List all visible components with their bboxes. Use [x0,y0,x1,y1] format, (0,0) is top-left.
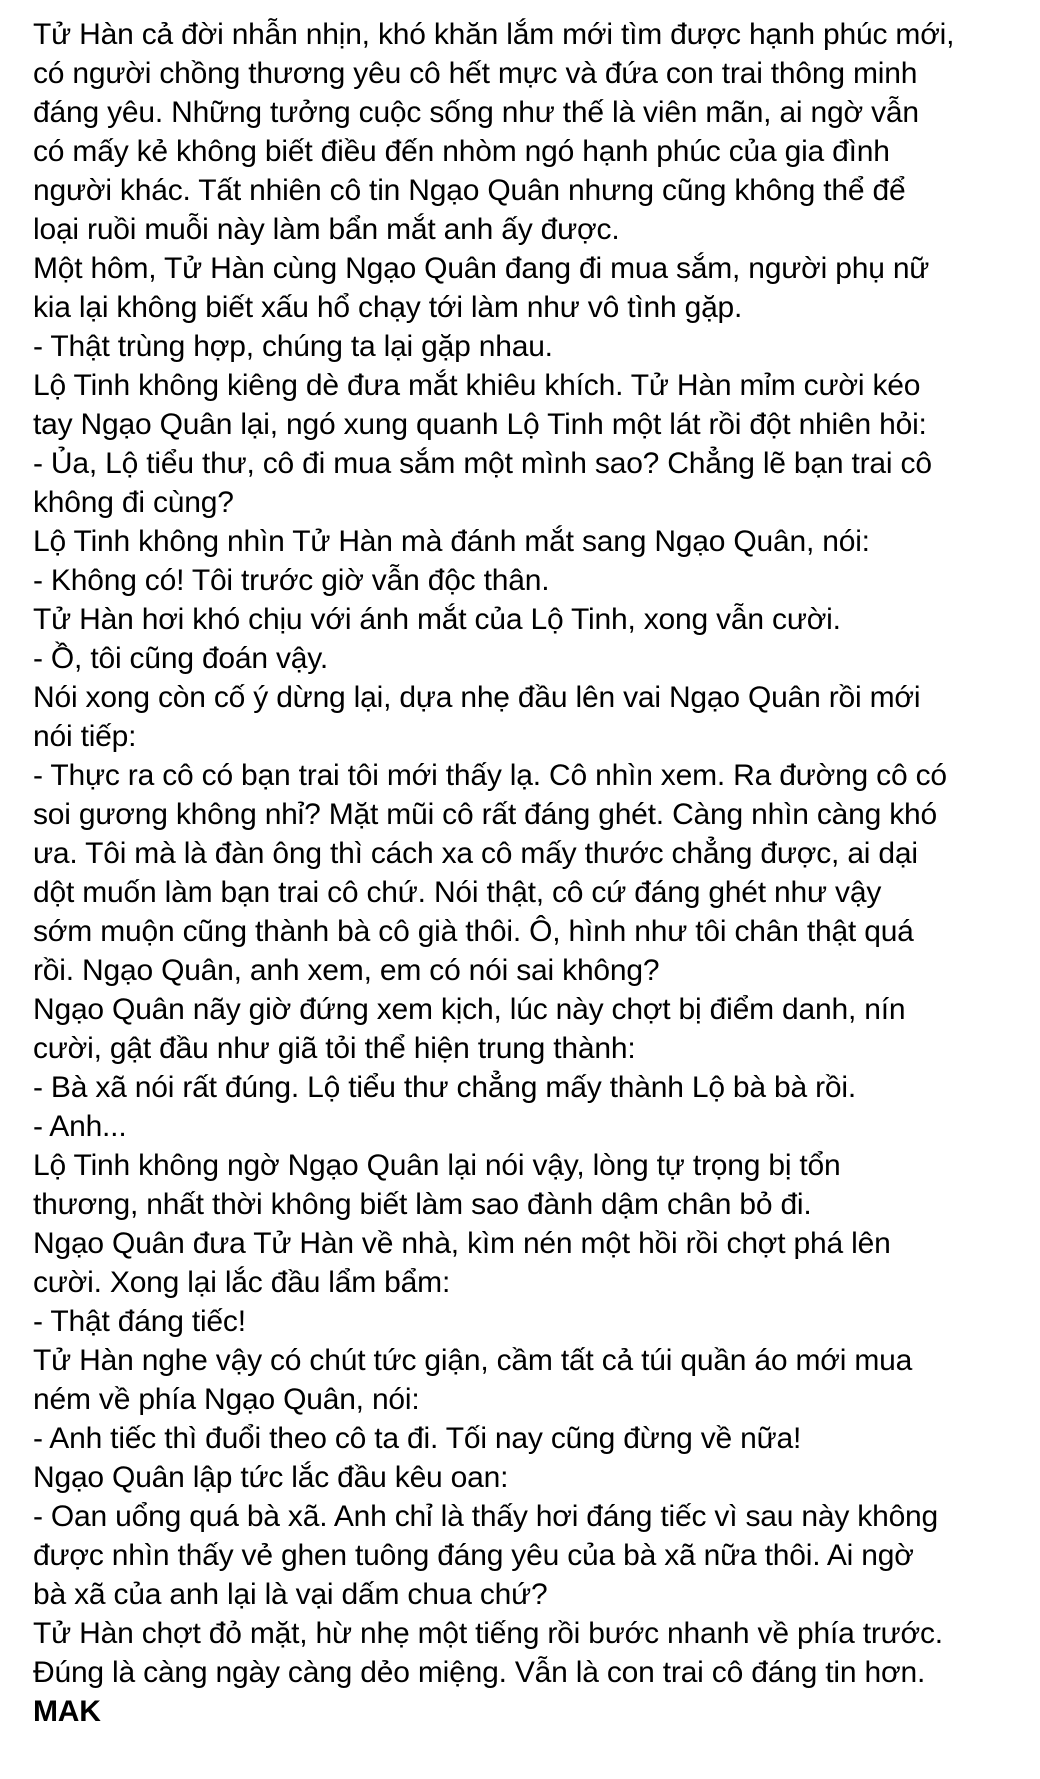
author-signature: MAK [33,1695,101,1728]
text-line: không đi cùng? [33,486,234,519]
text-line: cười. Xong lại lắc đầu lẩm bẩm: [33,1266,451,1299]
text-line: Lộ Tinh không nhìn Tử Hàn mà đánh mắt sang Ngạo Quân, nói: [33,525,870,558]
text-line: Ngạo Quân lập tức lắc đầu kêu oan: [33,1461,509,1494]
text-line: - Thật đáng tiếc! [33,1305,246,1338]
text-line: được nhìn thấy vẻ ghen tuông đáng yêu của bà xã nữa thôi. Ai ngờ [33,1539,914,1572]
text-line: có mấy kẻ không biết điều đến nhòm ngó hạnh phúc của gia đình [33,135,890,168]
story-paragraph [33,1341,1038,1419]
text-line: soi gương không nhỉ? Mặt mũi cô rất đáng ghét. Càng nhìn càng khó [33,798,938,831]
story-paragraph [33,1458,1038,1497]
text-line: đáng yêu. Những tưởng cuộc sống như thế là viên mãn, ai ngờ vẫn [33,96,919,129]
text-line: Một hôm, Tử Hàn cùng Ngạo Quân đang đi mua sắm, người phụ nữ [33,252,930,285]
story-paragraph [33,1614,1038,1692]
text-line: người khác. Tất nhiên cô tin Ngạo Quân nhưng cũng không thể để [33,174,906,207]
text-line: Ngạo Quân nãy giờ đứng xem kịch, lúc này chợt bị điểm danh, nín [33,993,906,1026]
story-paragraph [33,639,1038,678]
story-paragraph [33,444,1038,522]
text-line: dột muốn làm bạn trai cô chứ. Nói thật, cô cứ đáng ghét như vậy [33,876,882,909]
text-line: Tử Hàn cả đời nhẫn nhịn, khó khăn lắm mới tìm được hạnh phúc mới, [33,18,955,51]
text-line: Tử Hàn hơi khó chịu với ánh mắt của Lộ Tinh, xong vẫn cười. [33,603,841,636]
story-paragraph [33,600,1038,639]
story-paragraph [33,1692,1038,1731]
story-paragraph [33,1302,1038,1341]
story-paragraph [33,1419,1038,1458]
text-line: cười, gật đầu như giã tỏi thể hiện trung thành: [33,1032,636,1065]
story-paragraph [33,1497,1038,1614]
story-paragraph [33,678,1038,756]
text-line: ném về phía Ngạo Quân, nói: [33,1383,420,1416]
text-line: có người chồng thương yêu cô hết mực và đứa con trai thông minh [33,57,918,90]
story-paragraph [33,1224,1038,1302]
text-line: loại ruồi muỗi này làm bẩn mắt anh ấy được. [33,213,620,246]
text-line: Nói xong còn cố ý dừng lại, dựa nhẹ đầu lên vai Ngạo Quân rồi mới [33,681,921,714]
text-line: ưa. Tôi mà là đàn ông thì cách xa cô mấy thước chẳng được, ai dại [33,837,918,870]
story-text [33,15,1038,1731]
story-paragraph [33,1146,1038,1224]
text-line: nói tiếp: [33,720,137,753]
story-paragraph [33,327,1038,366]
text-line: tay Ngạo Quân lại, ngó xung quanh Lộ Tinh một lát rồi đột nhiên hỏi: [33,408,927,441]
story-paragraph [33,561,1038,600]
text-line: - Bà xã nói rất đúng. Lộ tiểu thư chẳng mấy thành Lộ bà bà rồi. [33,1071,857,1104]
story-paragraph [33,990,1038,1068]
story-paragraph [33,15,1038,249]
story-paragraph [33,1068,1038,1107]
text-line: - Ồ, tôi cũng đoán vậy. [33,642,329,675]
story-paragraph [33,1107,1038,1146]
text-line: sớm muộn cũng thành bà cô già thôi. Ô, hình như tôi chân thật quá [33,915,914,948]
story-paragraph [33,249,1038,327]
text-line: Tử Hàn nghe vậy có chút tức giận, cầm tất cả túi quần áo mới mua [33,1344,913,1377]
text-line: - Không có! Tôi trước giờ vẫn độc thân. [33,564,550,597]
text-line: Lộ Tinh không kiêng dè đưa mắt khiêu khích. Tử Hàn mỉm cười kéo [33,369,921,402]
text-line: bà xã của anh lại là vại dấm chua chứ? [33,1578,548,1611]
text-line: Ngạo Quân đưa Tử Hàn về nhà, kìm nén một hồi rồi chợt phá lên [33,1227,891,1260]
text-line: - Ủa, Lộ tiểu thư, cô đi mua sắm một mình sao? Chẳng lẽ bạn trai cô [33,447,932,480]
text-line: - Thực ra cô có bạn trai tôi mới thấy lạ. Cô nhìn xem. Ra đường cô có [33,759,947,792]
text-line: - Anh tiếc thì đuổi theo cô ta đi. Tối nay cũng đừng về nữa! [33,1422,802,1455]
text-line: Đúng là càng ngày càng dẻo miệng. Vẫn là con trai cô đáng tin hơn. [33,1656,926,1689]
story-paragraph [33,756,1038,990]
text-line: Tử Hàn chợt đỏ mặt, hừ nhẹ một tiếng rồi bước nhanh về phía trước. [33,1617,943,1650]
text-line: thương, nhất thời không biết làm sao đành dậm chân bỏ đi. [33,1188,812,1221]
text-line: rồi. Ngạo Quân, anh xem, em có nói sai không? [33,954,660,987]
text-line: - Oan uổng quá bà xã. Anh chỉ là thấy hơi đáng tiếc vì sau này không [33,1500,939,1533]
text-line: - Thật trùng hợp, chúng ta lại gặp nhau. [33,330,553,363]
text-line: Lộ Tinh không ngờ Ngạo Quân lại nói vậy, lòng tự trọng bị tổn [33,1149,841,1182]
text-line: kia lại không biết xấu hổ chạy tới làm như vô tình gặp. [33,291,743,324]
story-paragraph [33,366,1038,444]
story-paragraph [33,522,1038,561]
text-line: - Anh... [33,1110,127,1143]
